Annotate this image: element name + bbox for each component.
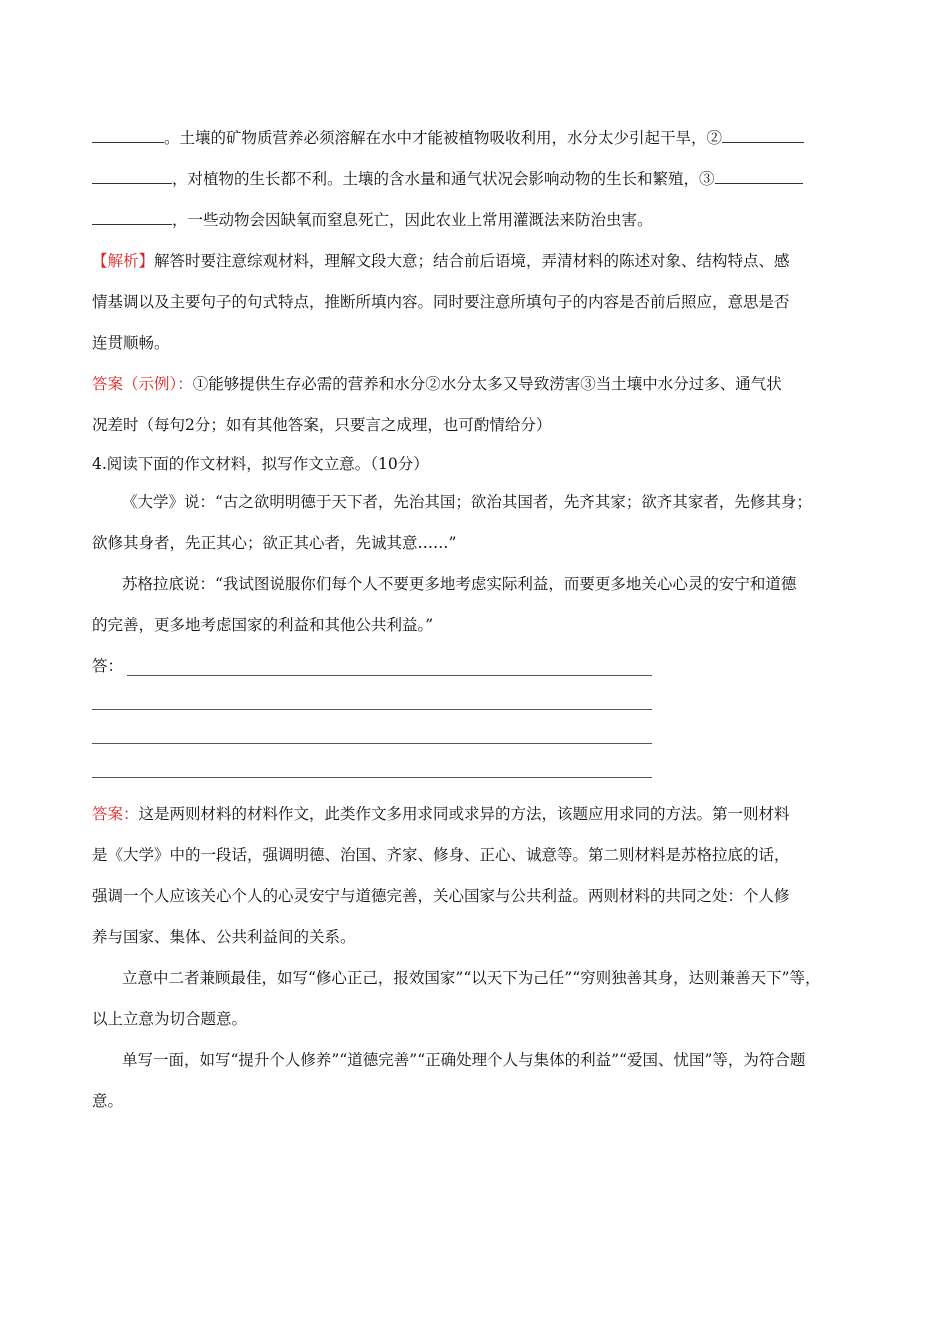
answer-area bbox=[92, 648, 652, 778]
answer-rule-3[interactable] bbox=[92, 710, 652, 744]
answer4-line-3: 强调一个人应该关心个人的心灵安宁与道德完善，关心国家与公共利益。两则材料的共同之处：个人修 bbox=[92, 887, 790, 905]
answer4-line-2: 是《大学》中的一段话，强调明德、治国、齐家、修身、正心、诚意等。第二则材料是苏格拉底的话， bbox=[92, 846, 790, 864]
analysis-line-2: 情基调以及主要句子的句式特点，推断所填内容。同时要注意所填句子的内容是否前后照应，意思是否 bbox=[92, 293, 790, 311]
analysis-line-1: 【解析】解答时要注意综观材料，理解文段大意；结合前后语境，弄清材料的陈述对象、结构特点、感 bbox=[92, 252, 790, 270]
material2-line-1: 苏格拉底说：“我试图说服你们每个人不要更多地考虑实际利益，而要更多地关心心灵的安宁和道德 bbox=[122, 575, 797, 593]
answer3-line-1: 答案（示例）：①能够提供生存必需的营养和水分②水分太多又导致涝害③当土壤中水分过多、通气状 bbox=[92, 375, 782, 393]
answer4-line-1: 答案：这是两则材料的材料作文，此类作文多用求同或求异的方法，该题应用求同的方法。第一则材料 bbox=[92, 805, 790, 823]
analysis-line-3: 连贯顺畅。 bbox=[92, 334, 170, 352]
fill-blank-3a[interactable] bbox=[715, 161, 803, 184]
answer-rule-4[interactable] bbox=[92, 744, 652, 778]
answer-rule-2[interactable] bbox=[92, 676, 652, 710]
answer4-p3-line-2: 意。 bbox=[92, 1092, 124, 1110]
answer4-p2-line-2: 以上立意为切合题意。 bbox=[92, 1010, 248, 1028]
answer4-line-4: 养与国家、集体、公共利益间的关系。 bbox=[92, 928, 356, 946]
question4-title: 4.阅读下面的作文材料，拟写作文立意。（10分） bbox=[92, 455, 429, 473]
answer4-p2-line-1: 立意中二者兼顾最佳，如写“修心正己，报效国家”“以天下为己任”“穷则独善其身，达则兼善天下”等， bbox=[122, 969, 821, 987]
answer4-p3-line-1: 单写一面，如写“提升个人修养”“道德完善”“正确处理个人与集体的利益”“爱国、忧国”等，为符合题 bbox=[122, 1051, 806, 1069]
answer-label: 答： bbox=[92, 657, 124, 675]
fill-blank-2a[interactable] bbox=[722, 120, 804, 143]
document-page bbox=[92, 118, 862, 1122]
material1-line-2: 欲修其身者，先正其心；欲正其心者，先诚其意……” bbox=[92, 534, 457, 552]
fill-blank-2b[interactable] bbox=[92, 161, 172, 184]
answer-rule-1[interactable] bbox=[127, 653, 652, 676]
answer4-label: 答案： bbox=[92, 805, 139, 823]
passage-line-1: 。土壤的矿物质营养必须溶解在水中才能被植物吸收利用，水分太少引起干旱，② bbox=[92, 118, 862, 159]
answer-first-line[interactable] bbox=[92, 648, 652, 676]
fill-blank-3b[interactable] bbox=[92, 202, 172, 225]
passage-line-2: ，对植物的生长都不利。土壤的含水量和通气状况会影响动物的生长和繁殖，③ bbox=[92, 159, 862, 200]
answer3-label: 答案（示例）： bbox=[92, 375, 193, 393]
material2-line-2: 的完善，更多地考虑国家的利益和其他公共利益。” bbox=[92, 616, 434, 634]
answer3-line-2: 况差时（每句2分；如有其他答案，只要言之成理，也可酌情给分） bbox=[92, 416, 552, 434]
analysis-label: 【解析】 bbox=[92, 252, 155, 270]
passage-line-3: ，一些动物会因缺氧而窒息死亡，因此农业上常用灌溉法来防治虫害。 bbox=[92, 200, 862, 241]
material1-line-1: 《大学》说：“古之欲明明德于天下者，先治其国；欲治其国者，先齐其家；欲齐其家者，先修其身； bbox=[122, 493, 812, 511]
fill-blank-1[interactable] bbox=[92, 120, 164, 143]
